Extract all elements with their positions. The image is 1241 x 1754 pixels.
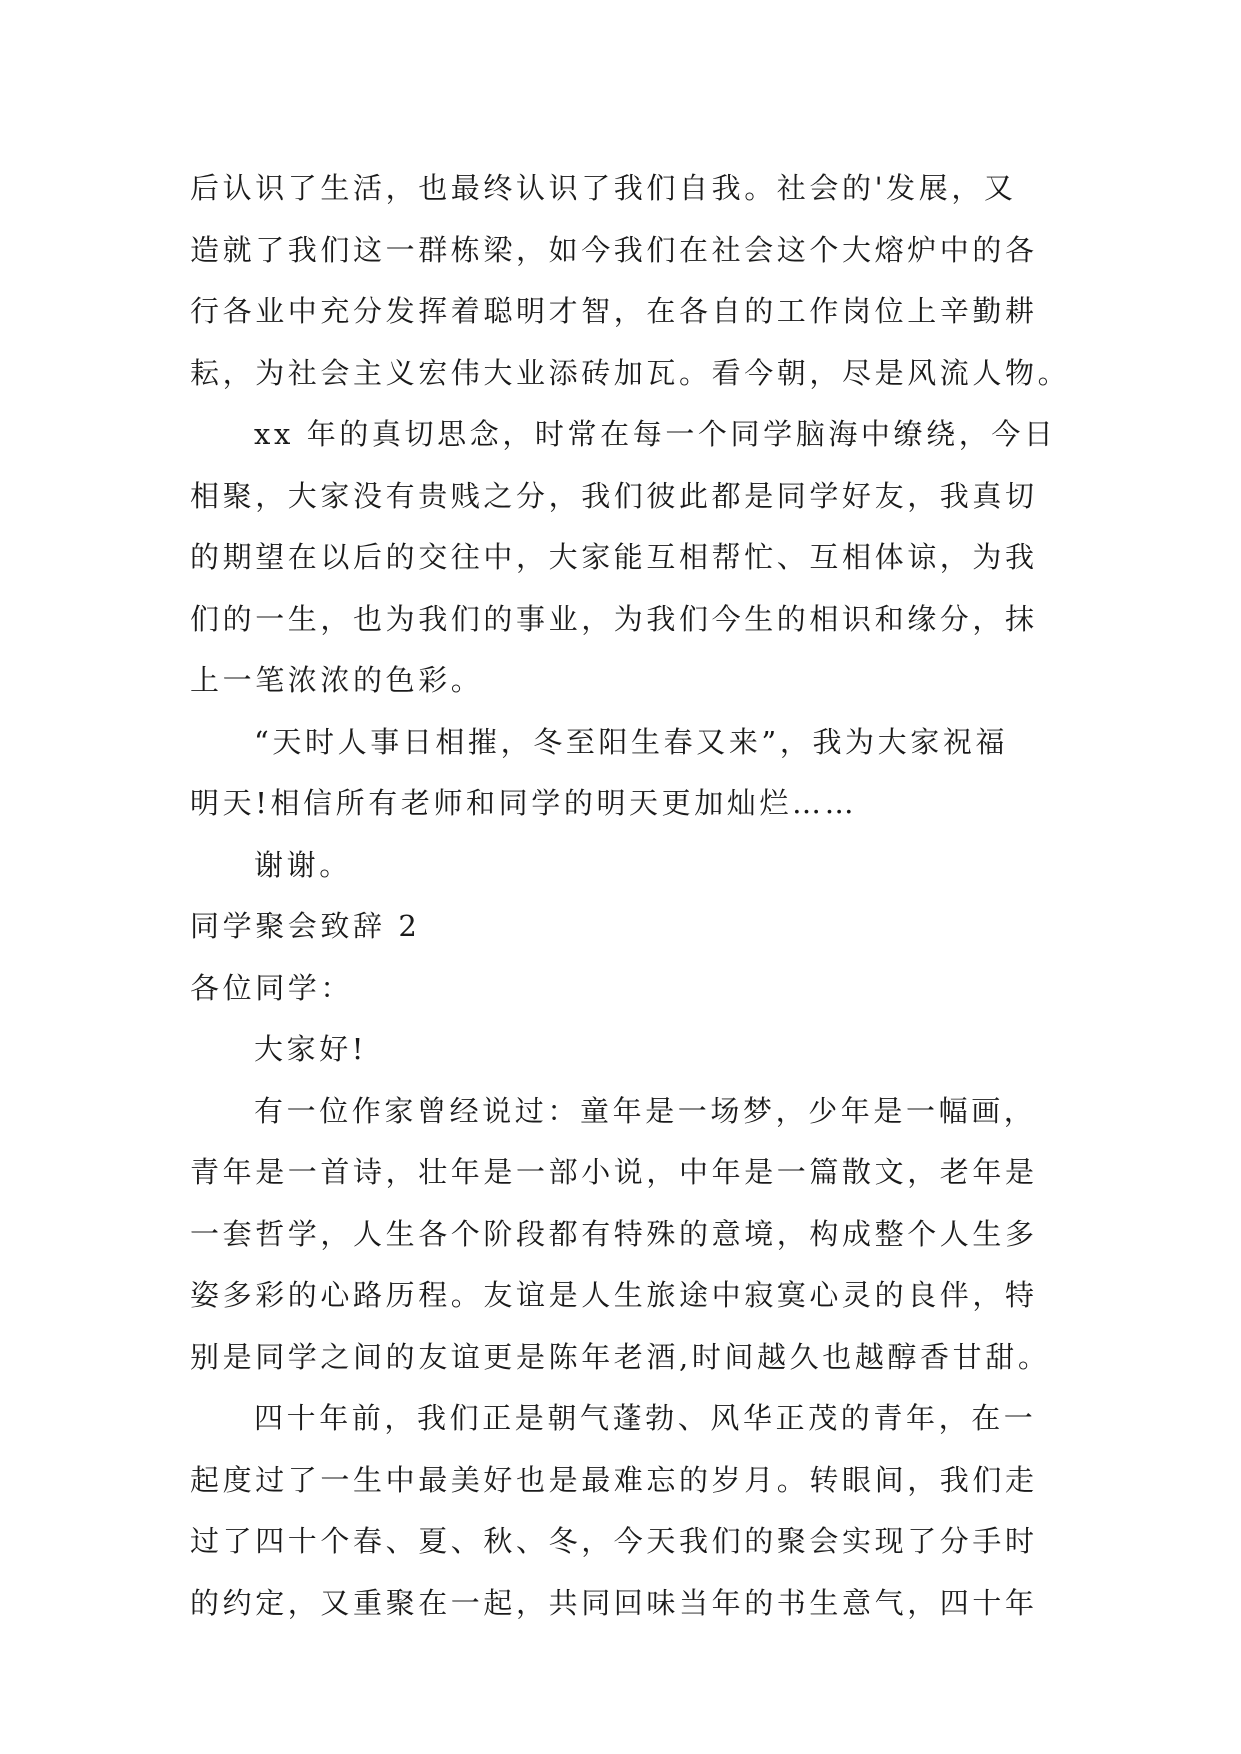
- text-line: 耘，为社会主义宏伟大业添砖加瓦。看今朝，尽是风流人物。: [190, 355, 1071, 390]
- text-line: 起度过了一生中最美好也是最难忘的岁月。转眼间，我们走: [190, 1462, 1038, 1497]
- section-heading: 同学聚会致辞 2: [190, 909, 421, 943]
- paragraph-first-line: 有一位作家曾经说过：童年是一场梦，少年是一幅画，: [254, 1093, 1037, 1128]
- text-line: 造就了我们这一群栋梁，如今我们在社会这个大熔炉中的各: [190, 232, 1038, 267]
- text-line: 后认识了生活，也最终认识了我们自我。社会的'发展，又: [190, 171, 1017, 205]
- paragraph-first-line: “天时人事日相摧，冬至阳生春又来”，我为大家祝福: [254, 724, 1009, 759]
- document-body: [190, 158, 1071, 1634]
- text-line: 过了四十个春、夏、秋、冬，今天我们的聚会实现了分手时: [190, 1524, 1038, 1558]
- closing-thanks: 谢谢。: [254, 847, 352, 882]
- paragraph-first-line: xx 年的真切思念，时常在每一个同学脑海中缭绕，今日: [254, 417, 1057, 451]
- text-line: 们的一生，也为我们的事业，为我们今生的相识和缘分，抹: [190, 601, 1038, 636]
- text-line: 明天!相信所有老师和同学的明天更加灿烂……: [190, 786, 858, 820]
- text-line: 一套哲学，人生各个阶段都有特殊的意境，构成整个人生多: [190, 1216, 1038, 1251]
- text-line: 的约定，又重聚在一起，共同回味当年的书生意气，四十年: [190, 1585, 1038, 1620]
- text-line: 的期望在以后的交往中，大家能互相帮忙、互相体谅，为我: [190, 540, 1038, 574]
- text-line: 青年是一首诗，壮年是一部小说，中年是一篇散文，老年是: [190, 1155, 1038, 1189]
- text-line: 相聚，大家没有贵贱之分，我们彼此都是同学好友，我真切: [190, 478, 1038, 513]
- text-line: 行各业中充分发挥着聪明才智，在各自的工作岗位上辛勤耕: [190, 294, 1038, 328]
- paragraph-first-line: 四十年前，我们正是朝气蓬勃、风华正茂的青年，在一: [254, 1401, 1037, 1435]
- greeting: 大家好!: [254, 1032, 368, 1066]
- salutation: 各位同学：: [190, 970, 354, 1005]
- text-line: 别是同学之间的友谊更是陈年老酒,时间越久也越醇香甘甜。: [190, 1339, 1051, 1374]
- text-line: 上一笔浓浓的色彩。: [190, 663, 484, 697]
- text-line: 姿多彩的心路历程。友谊是人生旅途中寂寞心灵的良伴，特: [190, 1278, 1038, 1312]
